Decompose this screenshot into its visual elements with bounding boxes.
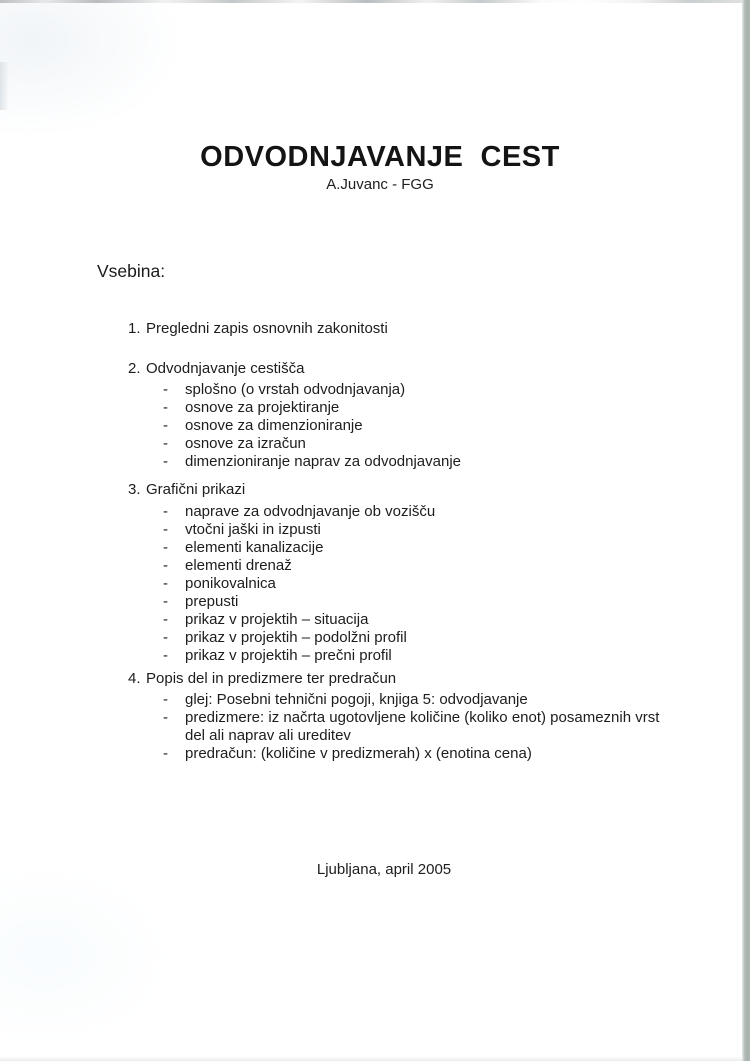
toc-subitem-label: glej: Posebni tehnični pogoji, knjiga 5: odvodjavanje bbox=[185, 691, 528, 708]
dash-bullet: - bbox=[163, 435, 168, 452]
toc-subitem bbox=[128, 453, 713, 471]
toc-item bbox=[128, 360, 713, 378]
dash-bullet: - bbox=[163, 647, 168, 664]
toc-subitem-label: elementi kanalizacije bbox=[185, 539, 324, 556]
toc-item-label: Pregledni zapis osnovnih zakonitosti bbox=[146, 320, 388, 337]
toc-subitem-continuation-label: del ali naprav ali ureditev bbox=[185, 727, 351, 744]
toc-subitem-label: elementi drenaž bbox=[185, 557, 292, 574]
toc-subitem-label: dimenzioniranje naprav za odvodnjavanje bbox=[185, 453, 462, 470]
scan-edge-top-artifact bbox=[0, 0, 750, 3]
toc-subitem-label: ponikovalnica bbox=[185, 575, 276, 592]
contents-heading: Vsebina: bbox=[97, 261, 166, 281]
toc-subitem-label: prepusti bbox=[185, 593, 239, 610]
toc-subitem-label: prikaz v projektih – prečni profil bbox=[185, 647, 392, 664]
toc-subitem bbox=[128, 435, 713, 453]
table-of-contents bbox=[128, 320, 713, 763]
dash-bullet: - bbox=[163, 557, 168, 574]
dash-bullet: - bbox=[163, 691, 168, 708]
dash-bullet: - bbox=[163, 521, 168, 538]
toc-item-label: Odvodnjavanje cestišča bbox=[146, 360, 305, 377]
toc-subitem bbox=[128, 745, 713, 763]
toc-subitem bbox=[128, 399, 713, 417]
toc-subitem-label: prikaz v projektih – situacija bbox=[185, 611, 369, 628]
document-title: ODVODNJAVANJE CEST bbox=[200, 141, 560, 173]
toc-item-number: 2. bbox=[128, 360, 141, 377]
toc-item bbox=[128, 320, 713, 338]
dash-bullet: - bbox=[163, 417, 168, 434]
toc-subitem-label: naprave za odvodnjavanje ob vozišču bbox=[185, 503, 436, 520]
footer-place-date: Ljubljana, april 2005 bbox=[316, 861, 452, 878]
dash-bullet: - bbox=[163, 575, 168, 592]
dash-bullet: - bbox=[163, 611, 168, 628]
toc-item-number: 3. bbox=[128, 481, 141, 498]
toc-subitem bbox=[128, 611, 713, 629]
toc-subitem bbox=[128, 417, 713, 435]
toc-subitem bbox=[128, 709, 713, 727]
toc-subitem-label: predizmere: iz načrta ugotovljene količine (koliko enot) posameznih vrst bbox=[185, 709, 660, 726]
toc-subitem-label: vtočni jaški in izpusti bbox=[185, 521, 321, 538]
toc-subitem-continuation bbox=[128, 727, 713, 745]
toc-subitem bbox=[128, 503, 713, 521]
toc-subitem-label: osnove za dimenzioniranje bbox=[185, 417, 363, 434]
dash-bullet: - bbox=[163, 709, 168, 726]
toc-subitem bbox=[128, 381, 713, 399]
toc-item-label: Grafični prikazi bbox=[146, 481, 246, 498]
toc-subitem bbox=[128, 575, 713, 593]
toc-subitem-label: osnove za izračun bbox=[185, 435, 306, 452]
dash-bullet: - bbox=[163, 503, 168, 520]
scan-mark-left-artifact bbox=[0, 62, 9, 110]
toc-subitem-label: predračun: (količine v predizmerah) x (enotina cena) bbox=[185, 745, 532, 762]
dash-bullet: - bbox=[163, 539, 168, 556]
toc-subitem bbox=[128, 593, 713, 611]
toc-subitem bbox=[128, 629, 713, 647]
toc-subitem-label: prikaz v projektih – podolžni profil bbox=[185, 629, 407, 646]
toc-item bbox=[128, 481, 713, 499]
toc-subitem bbox=[128, 521, 713, 539]
dash-bullet: - bbox=[163, 629, 168, 646]
toc-item bbox=[128, 670, 713, 688]
scan-edge-bottom-artifact bbox=[0, 1056, 742, 1061]
dash-bullet: - bbox=[163, 453, 168, 470]
toc-item-number: 4. bbox=[128, 670, 141, 687]
toc-subitem-label: splošno (o vrstah odvodnjavanja) bbox=[185, 381, 406, 398]
toc-subitem bbox=[128, 647, 713, 665]
toc-subitem bbox=[128, 557, 713, 575]
toc-item-label: Popis del in predizmere ter predračun bbox=[146, 670, 397, 687]
dash-bullet: - bbox=[163, 593, 168, 610]
toc-subitem bbox=[128, 691, 713, 709]
dash-bullet: - bbox=[163, 381, 168, 398]
toc-subitem bbox=[128, 539, 713, 557]
dash-bullet: - bbox=[163, 399, 168, 416]
dash-bullet: - bbox=[163, 745, 168, 762]
document-author: A.Juvanc - FGG bbox=[326, 176, 434, 193]
toc-subitem-label: osnove za projektiranje bbox=[185, 399, 340, 416]
toc-item-number: 1. bbox=[128, 320, 141, 337]
